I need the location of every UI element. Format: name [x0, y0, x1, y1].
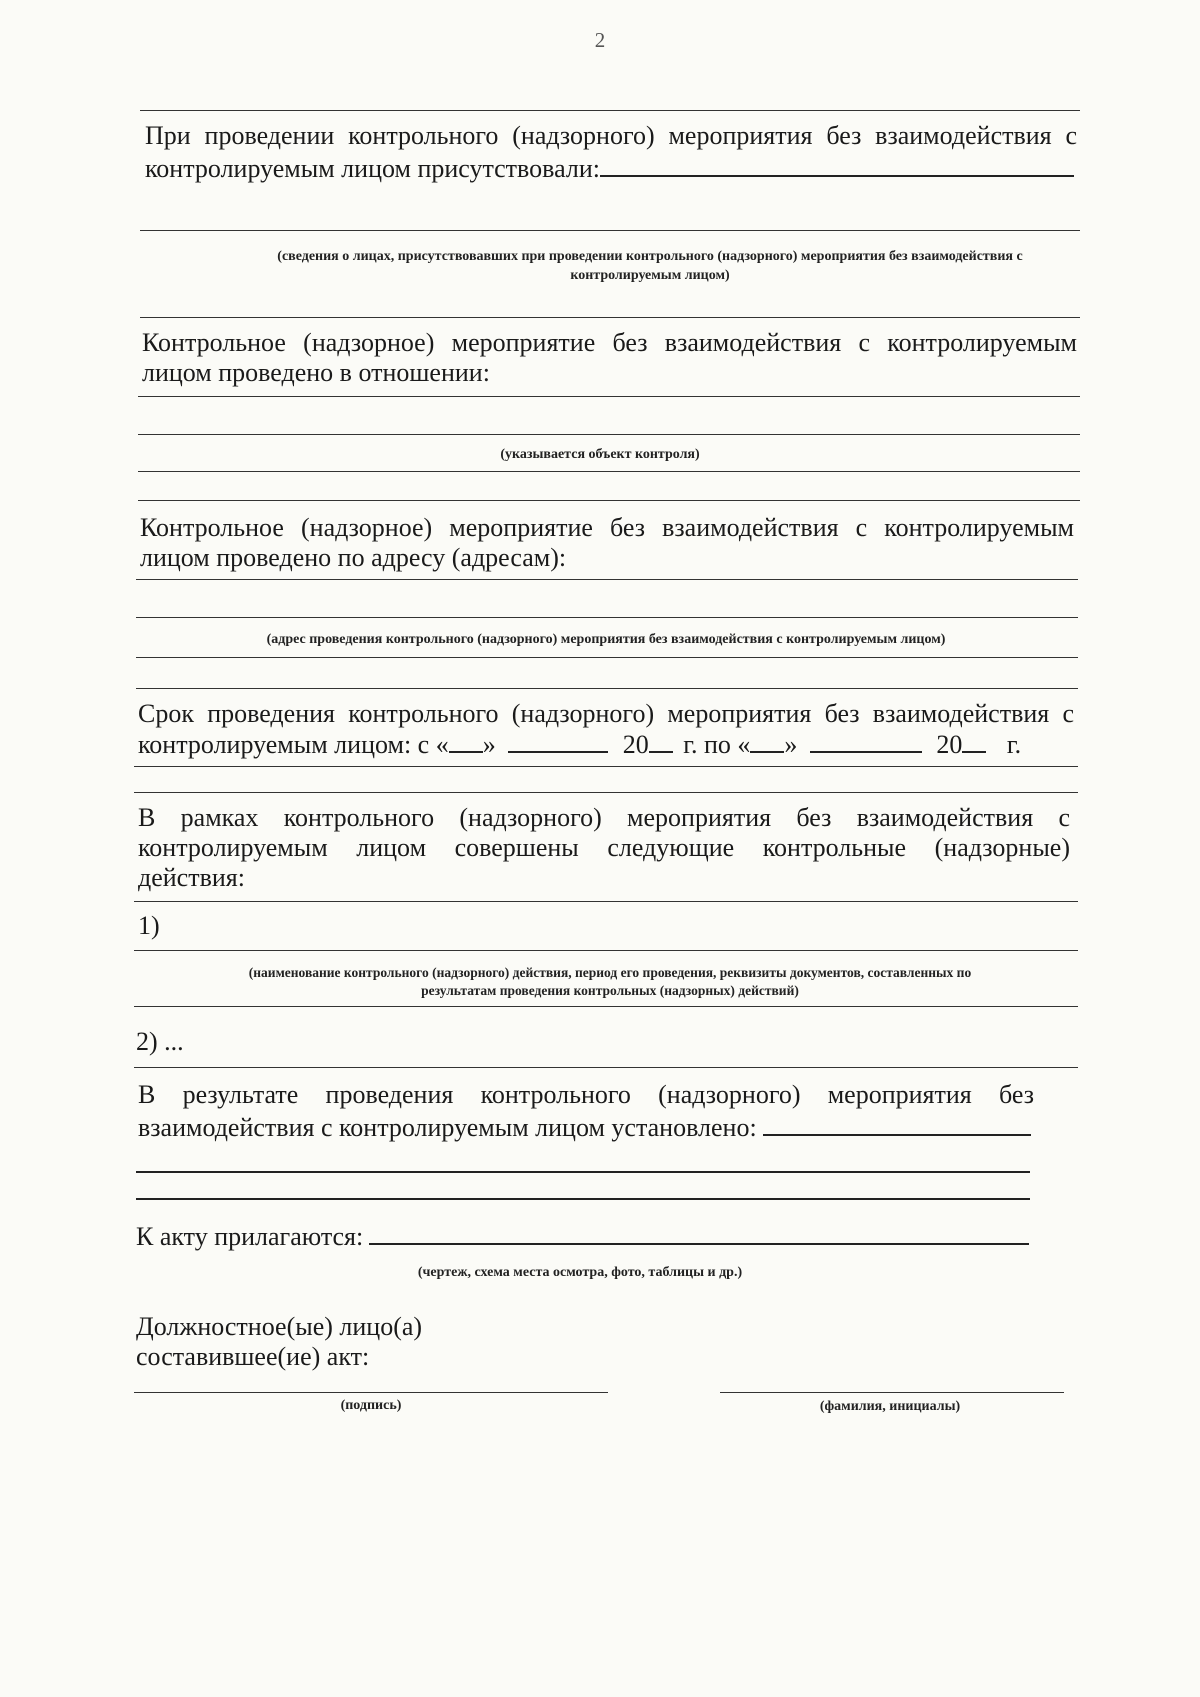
separator-line	[138, 500, 1080, 501]
signature-field[interactable]	[134, 1392, 608, 1393]
separator-line	[134, 901, 1078, 902]
separator-line	[140, 317, 1080, 318]
action-1-field-line[interactable]	[134, 950, 1078, 951]
s5-caption-line1: (наименование контрольного (надзорного) действия, период его проведения, реквизиты документов, составленных по	[248, 965, 972, 980]
s2-text-line2: лицом проведено в отношении:	[142, 358, 490, 387]
separator-line	[136, 657, 1078, 658]
result-field-line-2[interactable]	[136, 1171, 1030, 1173]
attachments-field[interactable]	[369, 1219, 1029, 1245]
action-item-2: 2) ...	[136, 1027, 184, 1056]
period-quote-close: »	[482, 730, 496, 759]
separator-line	[136, 688, 1078, 689]
period-label: контролируемым лицом: с «	[138, 730, 449, 759]
s1-text-line1: При проведении контрольного (надзорного) мероприятия без взаимодействия с	[145, 121, 1077, 150]
end-day-field[interactable]	[750, 729, 784, 753]
full-name-caption: (фамилия, инициалы)	[819, 1399, 961, 1414]
start-day-field[interactable]	[449, 729, 483, 753]
action-item-1: 1)	[138, 911, 160, 940]
period-quote-close-2: »	[784, 730, 798, 759]
address-field-line-2[interactable]	[136, 617, 1078, 618]
s2-text-line1: Контрольное (надзорное) мероприятие без взаимодействия с контролируемым	[142, 328, 1077, 357]
separator-line	[138, 471, 1080, 472]
s4-text-line2	[138, 729, 1078, 760]
s6-text-line2	[138, 1110, 1038, 1143]
present-persons-line[interactable]	[140, 230, 1080, 231]
start-year-field[interactable]	[649, 729, 673, 753]
period-to-label: г. по «	[683, 730, 751, 759]
s5-text-line1: В рамках контрольного (надзорного) мероприятия без взаимодействия с	[138, 803, 1070, 832]
separator-line	[134, 792, 1078, 793]
full-name-field[interactable]	[720, 1392, 1064, 1393]
s5-caption-line2: результатам проведения контрольных (надзорных) действий)	[421, 983, 799, 998]
result-label: взаимодействия с контролируемым лицом установлено:	[138, 1113, 757, 1142]
official-label-line2: составившее(ие) акт:	[136, 1342, 370, 1371]
end-month-field[interactable]	[810, 729, 922, 753]
object-field-line-1[interactable]	[138, 396, 1080, 397]
s7-text	[136, 1219, 1036, 1252]
separator-line	[134, 1067, 1078, 1068]
separator-line	[134, 1006, 1078, 1007]
start-month-field[interactable]	[508, 729, 608, 753]
official-label-line1: Должностное(ые) лицо(а)	[136, 1312, 423, 1341]
separator-line	[140, 110, 1080, 111]
result-field[interactable]	[763, 1110, 1031, 1136]
s1-caption-line2: контролируемым лицом)	[570, 268, 730, 283]
result-field-line-3[interactable]	[136, 1198, 1030, 1200]
s3-caption: (адрес проведения контрольного (надзорного) мероприятия без взаимодействия с контролируемым лицом)	[266, 632, 946, 647]
page-number: 2	[594, 28, 606, 52]
end-year-prefix: 20	[936, 730, 963, 759]
s5-text-line3: действия:	[138, 863, 245, 892]
s1-label: контролируемым лицом присутствовали:	[145, 154, 600, 183]
s4-text-line1: Срок проведения контрольного (надзорного) мероприятия без взаимодействия с	[138, 699, 1074, 728]
s3-text-line1: Контрольное (надзорное) мероприятие без взаимодействия с контролируемым	[140, 513, 1074, 542]
s3-text-line2: лицом проведено по адресу (адресам):	[140, 543, 567, 572]
s6-text-line1: В результате проведения контрольного (надзорного) мероприятия без	[138, 1080, 1034, 1109]
signature-caption: (подпись)	[340, 1398, 402, 1413]
attachments-label: К акту прилагаются:	[136, 1222, 364, 1251]
end-year-suffix: г.	[1006, 730, 1022, 759]
s2-caption: (указывается объект контроля)	[500, 447, 700, 462]
address-field-line-1[interactable]	[136, 579, 1078, 580]
s1-caption-line1: (сведения о лицах, присутствовавших при проведении контрольного (надзорного) мероприятия без взаимодействия с	[277, 249, 1023, 264]
separator-line	[134, 766, 1078, 767]
s1-text-line2	[145, 151, 1077, 184]
present-persons-field[interactable]	[600, 151, 1074, 177]
start-year-prefix: 20	[622, 730, 649, 759]
s5-text-line2: контролируемым лицом совершены следующие контрольные (надзорные)	[138, 833, 1070, 862]
object-field-line-2[interactable]	[138, 434, 1080, 435]
s7-caption: (чертеж, схема места осмотра, фото, таблицы и др.)	[417, 1265, 743, 1280]
end-year-field[interactable]	[962, 729, 986, 753]
